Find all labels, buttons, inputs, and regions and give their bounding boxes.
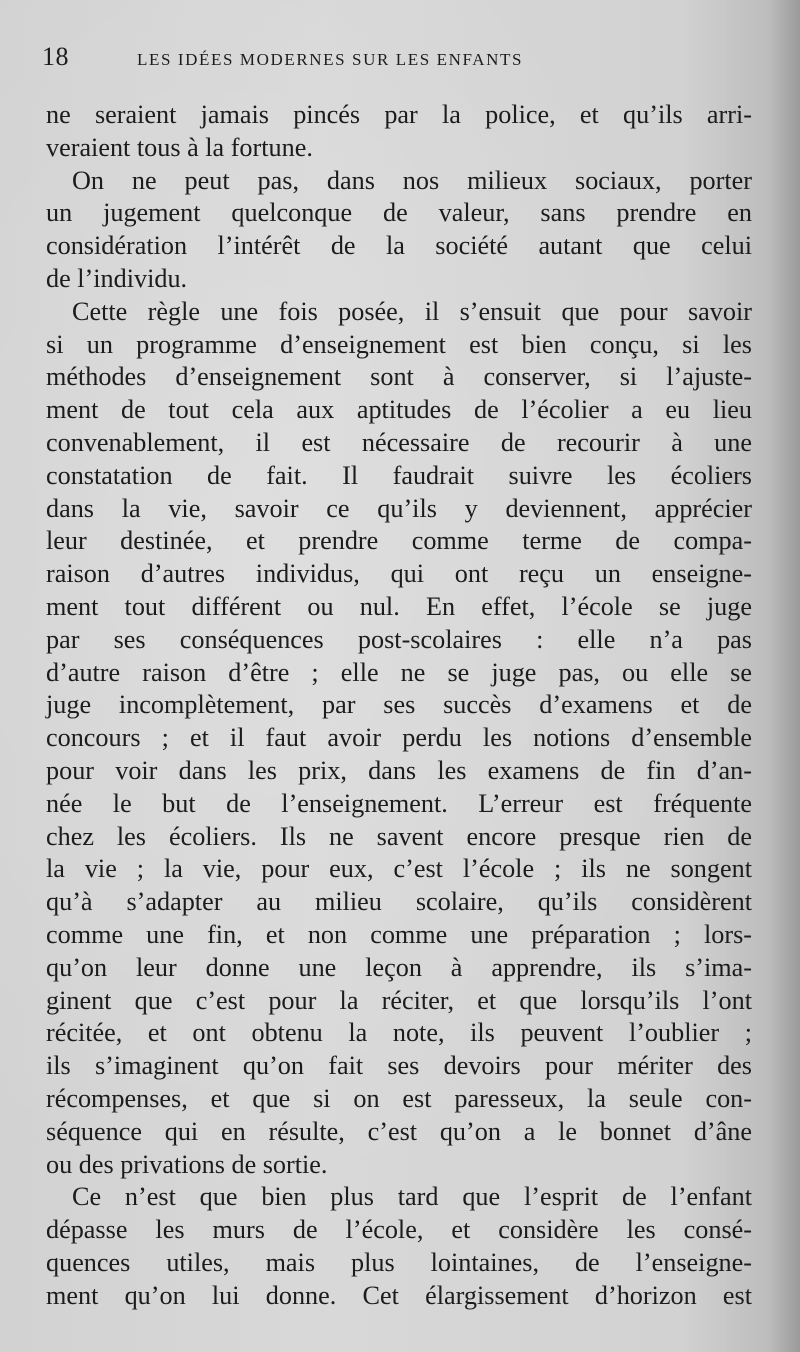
text-line: dans la vie, savoir ce qu’ils y deviennent, apprécier	[46, 493, 752, 523]
text-line: On ne peut pas, dans nos milieux sociaux, porter	[72, 165, 752, 195]
text-line: ment qu’on lui donne. Cet élargissement d’horizon est	[46, 1280, 752, 1310]
page-number: 18	[42, 42, 69, 71]
text-line: convenablement, il est nécessaire de recourir à une	[46, 427, 752, 457]
text-line: considération l’intérêt de la société autant que celui	[46, 231, 752, 261]
text-line: ment tout différent ou nul. En effet, l’école se juge	[46, 591, 752, 621]
running-head: LES IDÉES MODERNES SUR LES ENFANTS	[137, 50, 524, 69]
text-line: veraient tous à la fortune.	[46, 132, 313, 162]
text-line: ne seraient jamais pincés par la police, et qu’ils arri-	[46, 100, 752, 129]
text-line: qu’on leur donne une leçon à apprendre, ils s’ima-	[46, 952, 752, 982]
text-line: pour voir dans les prix, dans les examens de fin d’an-	[46, 755, 752, 785]
text-line: un jugement quelconque de valeur, sans prendre en	[46, 198, 752, 228]
text-line: leur destinée, et prendre comme terme de compa-	[46, 526, 752, 556]
text-line: ment de tout cela aux aptitudes de l’écolier a eu lieu	[46, 395, 752, 425]
text-line: raison d’autres individus, qui ont reçu un enseigne-	[46, 559, 752, 589]
text-line: née le but de l’enseignement. L’erreur est fréquente	[46, 788, 752, 818]
text-line: séquence qui en résulte, c’est qu’on a le bonnet d’âne	[46, 1116, 752, 1146]
text-line: Cette règle une fois posée, il s’ensuit que pour savoir	[72, 296, 752, 326]
text-line: chez les écoliers. Ils ne savent encore presque rien de	[46, 821, 752, 851]
text-line: de l’individu.	[46, 263, 188, 293]
text-line: d’autre raison d’être ; elle ne se juge pas, ou elle se	[46, 657, 752, 687]
text-line: comme une fin, et non comme une préparation ; lors-	[46, 919, 752, 949]
text-line: juge incomplètement, par ses succès d’examens et de	[46, 690, 752, 720]
text-line: ou des privations de sortie.	[46, 1149, 328, 1179]
text-line: méthodes d’enseignement sont à conserver, si l’ajuste-	[46, 362, 752, 392]
text-line: si un programme d’enseignement est bien conçu, si les	[46, 329, 752, 359]
text-line: par ses conséquences post-scolaires : elle n’a pas	[46, 624, 752, 654]
text-line: quences utiles, mais plus lointaines, de l’enseigne-	[46, 1247, 752, 1277]
text-line: récompenses, et que si on est paresseux, la seule con-	[46, 1083, 752, 1113]
text-line: qu’à s’adapter au milieu scolaire, qu’ils considèrent	[46, 887, 752, 917]
text-line: ils s’imaginent qu’on fait ses devoirs pour mériter des	[46, 1051, 752, 1081]
text-line: concours ; et il faut avoir perdu les notions d’ensemble	[46, 723, 752, 753]
text-line: dépasse les murs de l’école, et considère les consé-	[46, 1215, 752, 1245]
text-line: ginent que c’est pour la réciter, et que lorsqu’ils l’ont	[46, 985, 752, 1015]
body-text	[46, 99, 752, 1312]
text-line: la vie ; la vie, pour eux, c’est l’école ; ils ne songent	[46, 854, 752, 884]
text-line: récitée, et ont obtenu la note, ils peuvent l’oublier ;	[46, 1018, 752, 1048]
text-line: constatation de fait. Il faudrait suivre les écoliers	[46, 460, 752, 490]
text-line: Ce n’est que bien plus tard que l’esprit de l’enfant	[72, 1182, 752, 1212]
page-header	[42, 42, 642, 78]
